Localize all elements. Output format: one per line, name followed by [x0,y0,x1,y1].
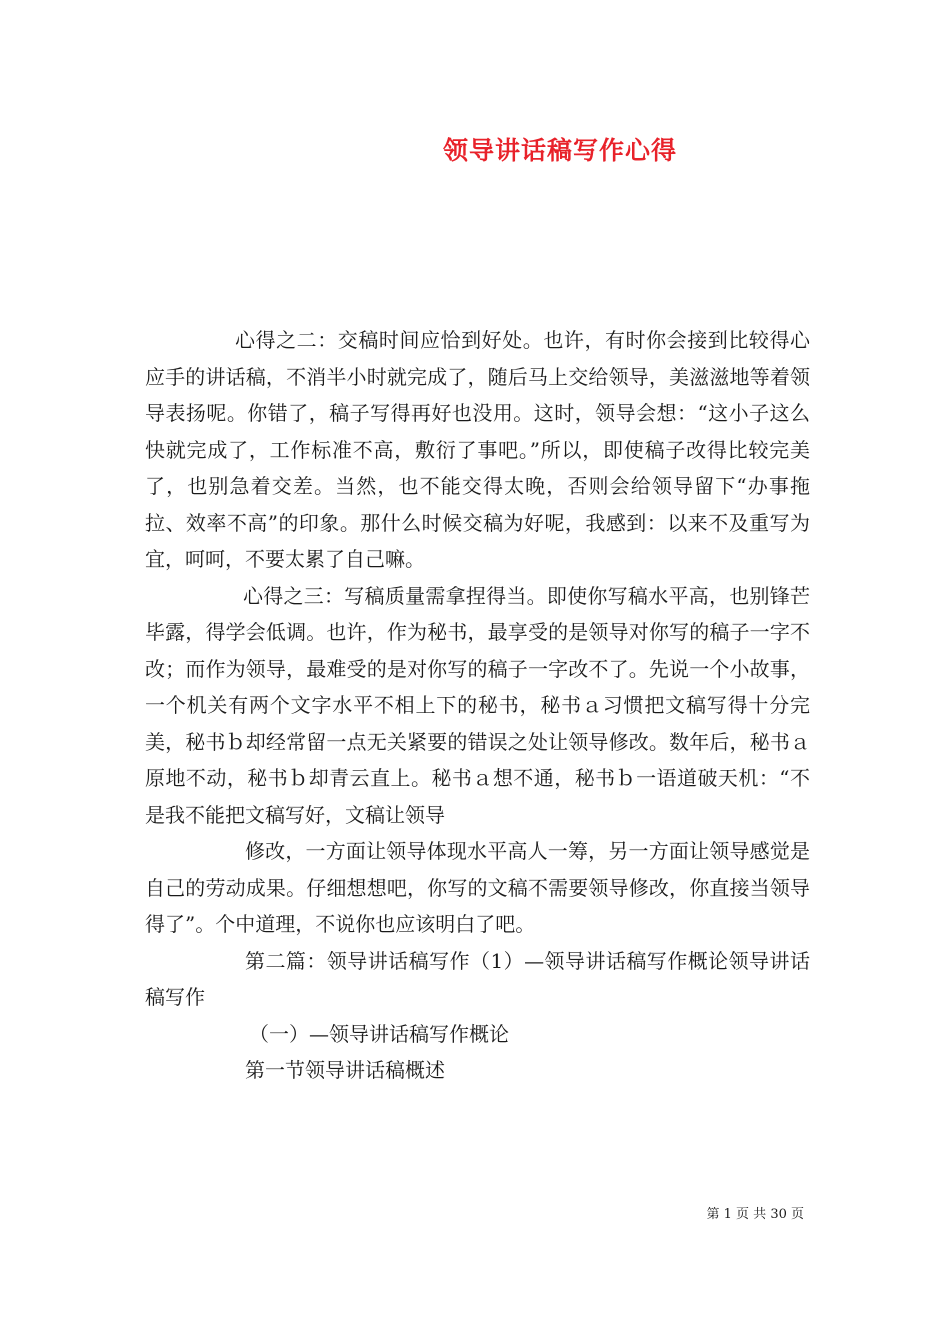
document-body [145,322,810,1089]
document-title: 领导讲话稿写作心得 [442,136,677,165]
page-number-footer: 第 1 页 共 30 页 [706,1207,804,1222]
paragraph-section-one-heading: （一）—领导讲话稿写作概论 [249,1021,509,1046]
paragraph-first-section-heading: 第一节领导讲话稿概述 [245,1058,445,1082]
paragraph-insight-three: 心得之三：写稿质量需拿捏得当。即使你写稿水平高，也别锋芒毕露，得学会低调。也许，作为秘书，最享受的是领导对你写的稿子一字不改；而作为领导，最难受的是对你写的稿子一字改不了。先说一个小故事，一个机关有两个文字水平不相上下的秘书，秘书ａ习惯把文稿写得十分完美，秘书ｂ却经常留一点无关紧要的错误之处让领导修改。数年后，秘书ａ原地不动，秘书ｂ却青云直上。秘书ａ想不通，秘书ｂ一语道破天机：“不是我不能把文稿写好，文稿让领导 [145,583,810,827]
paragraph-chapter-two-heading: 第二篇：领导讲话稿写作（1）—领导讲话稿写作概论领导讲话稿写作 [145,948,810,1009]
paragraph-insight-two: 心得之二：交稿时间应恰到好处。也许，有时你会接到比较得心应手的讲话稿，不消半小时就完成了，随后马上交给领导，美滋滋地等着领导表扬呢。你错了，稿子写得再好也没用。这时，领导会想：“这小子这么快就完成了，工作标准不高，敷衍了事吧。”所以，即使稿子改得比较完美了，也别急着交差。当然，也不能交得太晚，否则会给领导留下“办事拖拉、效率不高”的印象。那什么时候交稿为好呢，我感到：以来不及重写为宜，呵呵，不要太累了自己嘛。 [145,328,810,571]
paragraph-insight-three-continued: 修改，一方面让领导体现水平高人一筹，另一方面让领导感觉是自己的劳动成果。仔细想想吧，你写的文稿不需要领导修改，你直接当领导得了”。个中道理，不说你也应该明白了吧。 [145,839,810,936]
